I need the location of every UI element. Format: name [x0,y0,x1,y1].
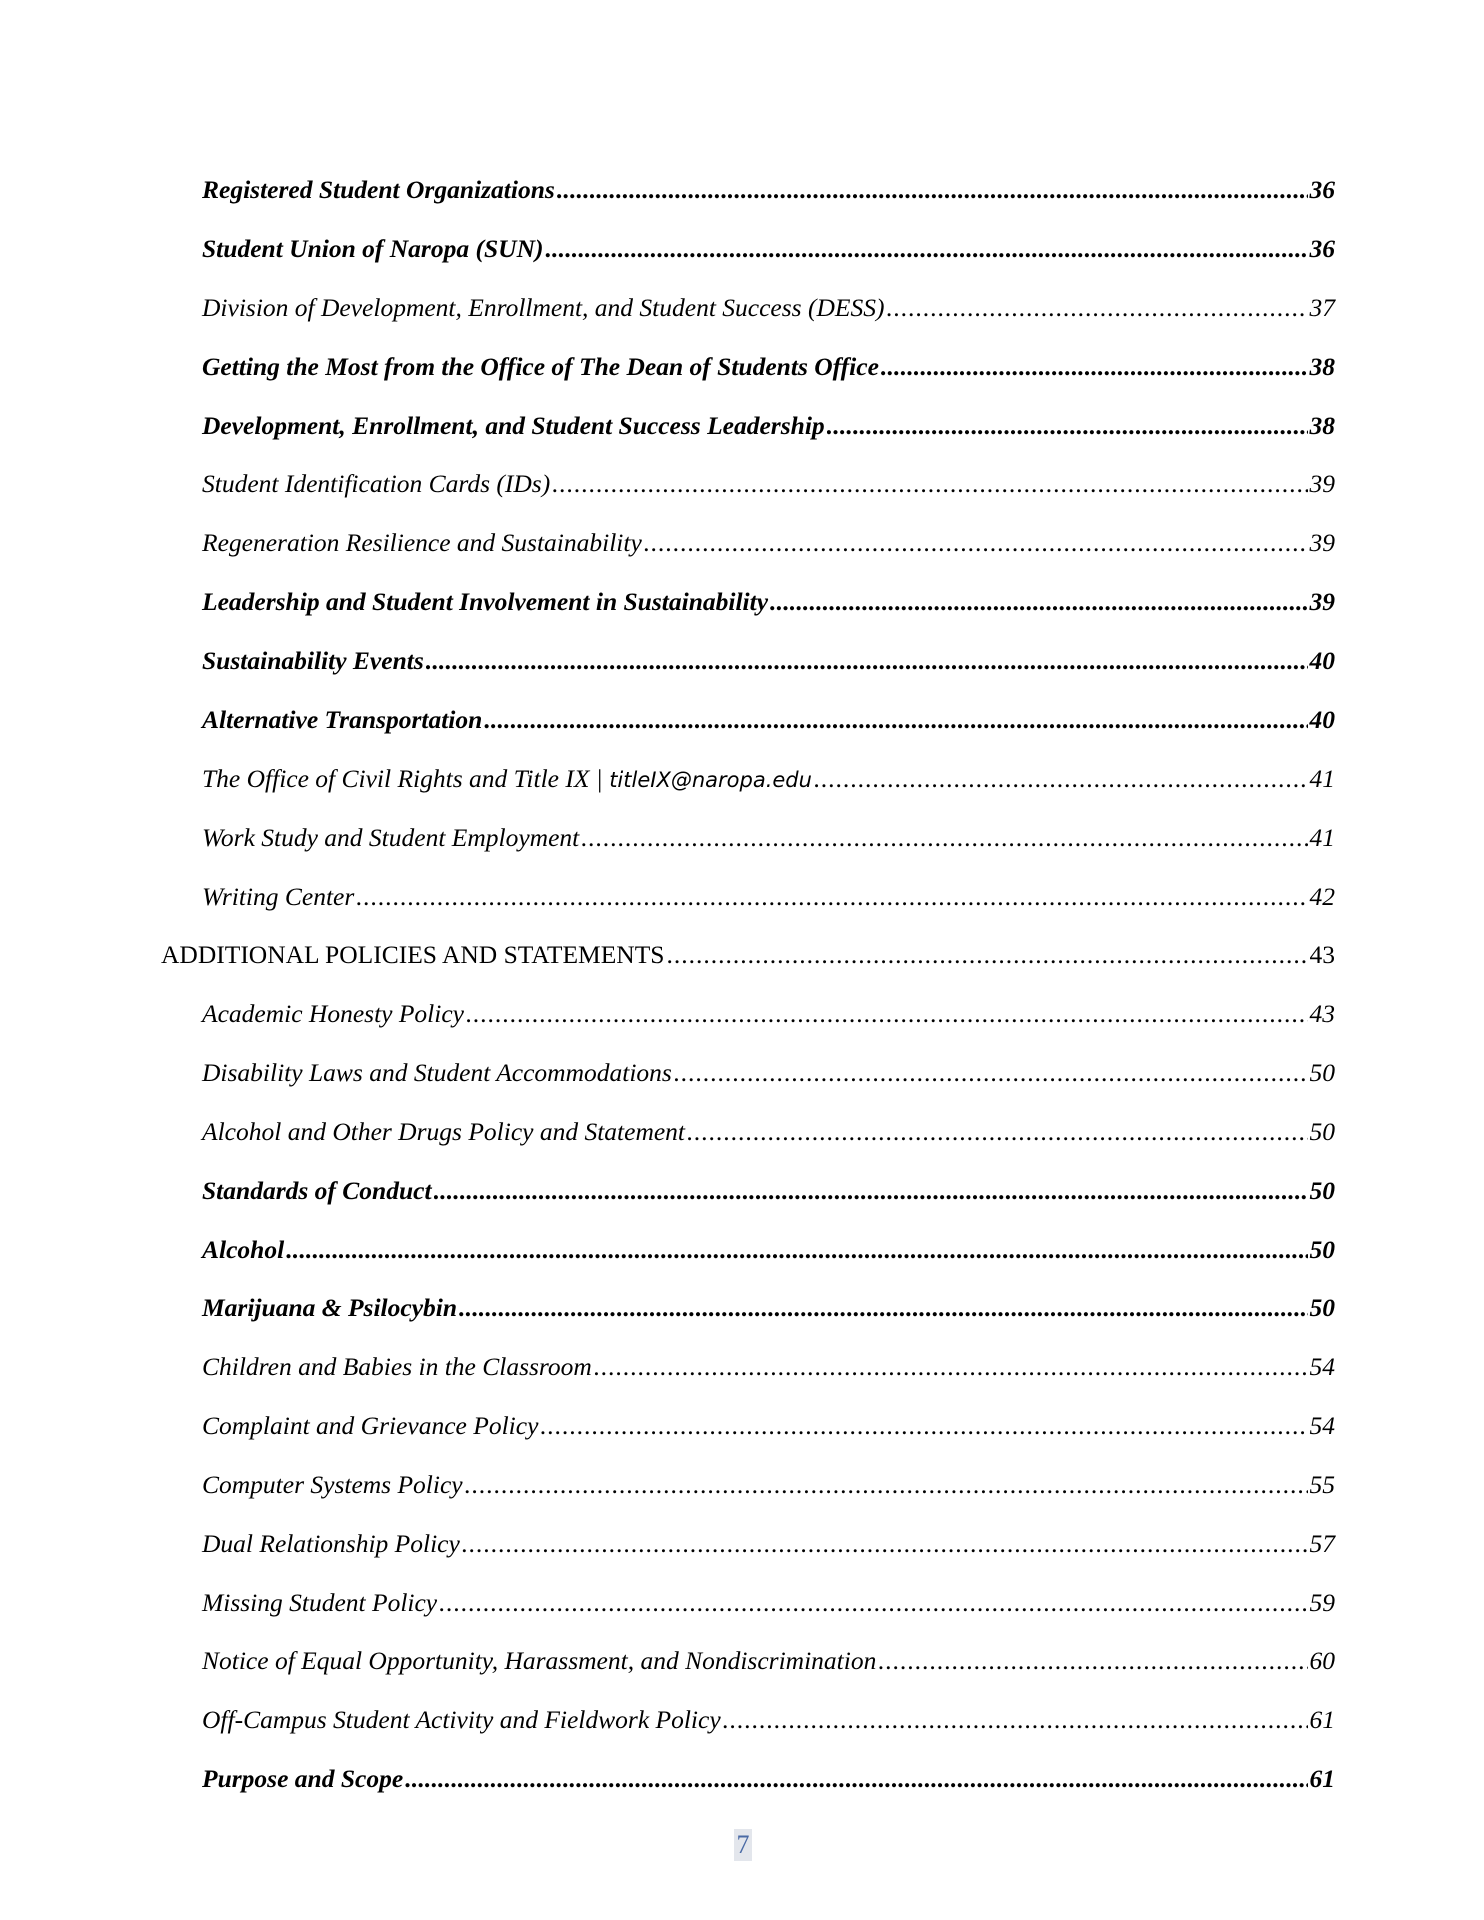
toc-entry-title: Standards of Conduct [202,1176,432,1205]
toc-entry[interactable] [202,1288,1335,1328]
toc-entry-title [202,759,812,800]
toc-dot-leader [462,1524,1308,1564]
toc-dot-leader [594,1347,1308,1387]
toc-dot-leader [666,935,1307,975]
page-number: 7 [734,1829,752,1861]
toc-entry-page: 39 [1309,469,1335,498]
toc-entry-page: 36 [1309,175,1335,204]
toc-dot-leader [484,700,1307,740]
toc-entry[interactable] [202,170,1335,210]
toc-dot-leader [545,229,1307,269]
toc-entry[interactable] [202,347,1335,387]
toc-entry[interactable] [202,1230,1335,1270]
toc-dot-leader [814,759,1308,799]
toc-entry[interactable] [202,1583,1335,1623]
toc-entry[interactable] [202,1524,1335,1564]
toc-entry-page: 59 [1309,1588,1335,1617]
toc-dot-leader [881,347,1308,387]
toc-entry-title: Children and Babies in the Classroom [202,1352,592,1381]
toc-entry[interactable] [202,1112,1335,1152]
toc-entry-title: Off-Campus Student Activity and Fieldwork Policy [202,1705,721,1734]
toc-entry-page: 38 [1309,411,1335,440]
toc-entry-title: Student Union of Naropa (SUN) [202,234,544,263]
toc-dot-leader [557,170,1308,210]
toc-entry[interactable] [202,229,1335,269]
toc-entry-title: Academic Honesty Policy [202,999,464,1028]
toc-entry-page: 55 [1309,1470,1335,1499]
toc-entry-page: 50 [1309,1235,1335,1264]
toc-entry-page: 57 [1309,1529,1335,1558]
toc-dot-leader [459,1288,1307,1328]
toc-entry-title: Alcohol [202,1235,285,1264]
toc-entry[interactable] [202,464,1335,504]
toc-entry-page: 50 [1309,1058,1335,1087]
toc-entry-title: Complaint and Grievance Policy [202,1411,539,1440]
toc-entry-page: 36 [1309,234,1335,263]
toc-dot-leader [356,877,1307,917]
toc-entry-page: 50 [1309,1293,1335,1322]
toc-entry-title: Regeneration Resilience and Sustainability [202,528,642,557]
toc-dot-leader [878,1641,1307,1681]
toc-entry[interactable] [202,877,1335,917]
toc-entry-page: 39 [1309,528,1335,557]
toc-entry[interactable] [202,1347,1335,1387]
toc-entry-title: Getting the Most from the Office of The Dean of Students Office [202,352,879,381]
toc-entry-page: 50 [1309,1176,1335,1205]
toc-entry[interactable] [202,406,1335,446]
toc-entry-title: Division of Development, Enrollment, and Student Success (DESS) [202,293,885,322]
toc-entry[interactable] [202,1406,1335,1446]
toc-entry[interactable] [202,759,1335,799]
toc-dot-leader [644,523,1308,563]
toc-dot-leader [286,1230,1307,1270]
toc-entry[interactable] [202,1700,1335,1740]
toc-entry-page: 39 [1309,587,1335,616]
toc-entry-title: Writing Center [202,882,355,911]
toc-entry[interactable] [202,523,1335,563]
toc-dot-leader [674,1053,1308,1093]
toc-entry[interactable] [202,1171,1335,1211]
toc-dot-leader [723,1700,1308,1740]
toc-entry[interactable] [202,1465,1335,1505]
toc-entry-title: Sustainability Events [202,646,424,675]
toc-entry[interactable] [202,994,1335,1034]
toc-entry-page: 41 [1309,764,1335,793]
toc-dot-leader [827,406,1308,446]
toc-entry-title: Work Study and Student Employment [202,823,580,852]
toc-entry[interactable] [202,1641,1335,1681]
toc-entry-title: ADDITIONAL POLICIES AND STATEMENTS [161,940,665,969]
toc-entry-title: Purpose and Scope [202,1764,404,1793]
toc-entry-page: 40 [1309,705,1335,734]
toc-entry-title: Computer Systems Policy [202,1470,463,1499]
toc-entry-page: 54 [1309,1352,1335,1381]
toc-dot-leader [439,1583,1307,1623]
toc-dot-leader [552,464,1307,504]
toc-entry-page: 43 [1309,999,1335,1028]
toc-entry[interactable] [202,1759,1335,1799]
toc-entry-page: 61 [1309,1705,1335,1734]
toc-dot-leader [434,1171,1308,1211]
toc-entry-title: Disability Laws and Student Accommodations [202,1058,672,1087]
toc-entry-title: Dual Relationship Policy [202,1529,460,1558]
title-ix-email-link[interactable]: titleIX@naropa.edu [609,768,812,792]
toc-entry-page: 61 [1309,1764,1335,1793]
toc-dot-leader [540,1406,1307,1446]
toc-entry[interactable] [202,288,1335,328]
toc-entry-page: 60 [1309,1646,1335,1675]
toc-entry-title: Marijuana & Psilocybin [202,1293,458,1322]
toc-entry-title: Registered Student Organizations [202,175,555,204]
toc-entry-title-text: The Office of Civil Rights and Title IX | [202,764,610,793]
toc-entry-title: Leadership and Student Involvement in Sustainability [202,587,769,616]
toc-dot-leader [465,1465,1308,1505]
toc-dot-leader [405,1759,1307,1799]
toc-entry-title: Alcohol and Other Drugs Policy and Statement [202,1117,686,1146]
toc-entry[interactable] [202,1053,1335,1093]
toc-entry-page: 42 [1309,882,1335,911]
toc-entry-title: Notice of Equal Opportunity, Harassment, and Nondiscrimination [202,1646,877,1675]
toc-entry-page: 37 [1309,293,1335,322]
toc-section-heading[interactable] [161,935,1335,975]
toc-entry[interactable] [202,818,1335,858]
toc-entry[interactable] [202,641,1335,681]
toc-entry-title: Student Identification Cards (IDs) [202,469,551,498]
toc-entry-page: 38 [1309,352,1335,381]
toc-entry[interactable] [202,700,1335,740]
toc-entry[interactable] [202,582,1335,622]
toc-entry-title: Development, Enrollment, and Student Success Leadership [202,411,825,440]
toc-entry-page: 54 [1309,1411,1335,1440]
toc-dot-leader [581,818,1307,858]
toc-dot-leader [770,582,1307,622]
toc-dot-leader [886,288,1307,328]
toc-dot-leader [426,641,1308,681]
toc-entry-title: Alternative Transportation [202,705,483,734]
toc-entry-page: 41 [1309,823,1335,852]
toc-entry-page: 43 [1309,940,1335,969]
toc-entry-title: Missing Student Policy [202,1588,438,1617]
toc-entry-page: 50 [1309,1117,1335,1146]
toc-entry-page: 40 [1309,646,1335,675]
toc-dot-leader [466,994,1308,1034]
toc-dot-leader [687,1112,1307,1152]
